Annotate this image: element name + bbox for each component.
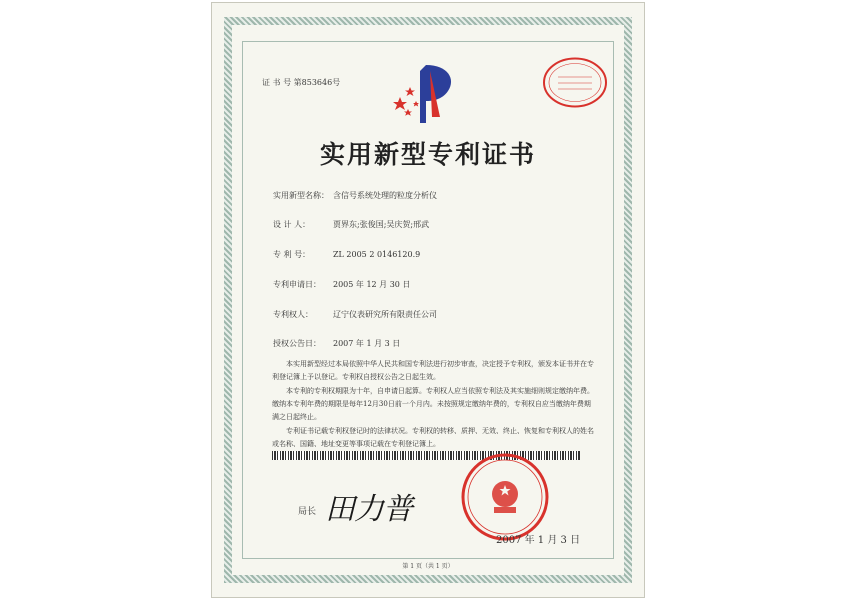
issue-date: 2007 年 1 月 3 日: [496, 535, 581, 546]
certificate-number-label: 证 书 号: [262, 78, 292, 87]
patent-office-logo: [386, 57, 466, 127]
certificate-title: 实用新型专利证书: [319, 140, 536, 169]
field-application-date-value: 2005 年 12 月 30 日: [333, 280, 411, 289]
director-signature: 田力普: [325, 492, 412, 527]
field-patent-number: [273, 249, 420, 260]
field-name-label: 实用新型名称：: [273, 191, 329, 200]
field-name-value: 含信号系统处理的粒度分析仪: [333, 191, 437, 200]
director-label: 局长: [298, 507, 317, 517]
field-patent-number-value: ZL 2005 2 0146120.9: [333, 250, 421, 259]
agency-stamp: [540, 55, 610, 110]
field-publication-date-label: 授权公告日：: [273, 339, 321, 348]
field-application-date-label: 专利申请日：: [273, 280, 321, 289]
certificate-number-value: 第853646号: [293, 78, 341, 87]
field-patentee-value: 辽宁仪表研究所有限责任公司: [333, 310, 437, 319]
paragraph-term: 本专利的专利权期限为十年，自申请日起算。专利权人应当依照专利法及其实施细则规定缴纳年费。缴纳本专利年费的期限是每年12月30日前一个月内。未按照规定缴纳年费的，专利权自应当缴纳年费期满之日起终止。: [272, 387, 594, 421]
field-designers: [273, 219, 429, 230]
paragraph-register: 专利证书记载专利权登记时的法律状况。专利权的转移、质押、无效、终止、恢复和专利权人的姓名或名称、国籍、地址变更等事项记载在专利登记簿上。: [272, 427, 594, 448]
field-patentee-label: 专利权人：: [273, 310, 313, 319]
official-seal: [460, 452, 550, 542]
field-publication-date: [273, 338, 400, 349]
field-name: [273, 190, 437, 201]
field-application-date: [273, 279, 410, 290]
field-designers-label: 设 计 人：: [273, 220, 311, 229]
certificate-number: [262, 77, 340, 88]
field-publication-date-value: 2007 年 1 月 3 日: [333, 339, 401, 348]
field-patentee: [273, 309, 437, 320]
page-info: 第 1 页（共 1 页）: [402, 563, 454, 570]
field-patent-number-label: 专 利 号：: [273, 250, 311, 259]
field-designers-value: 贾界东;张俊国;吴庆贺;邢武: [333, 220, 430, 229]
paragraph-grant: 本实用新型经过本局依照中华人民共和国专利法进行初步审查，决定授予专利权，颁发本证书并在专利登记簿上予以登记。专利权自授权公告之日起生效。: [272, 360, 594, 381]
